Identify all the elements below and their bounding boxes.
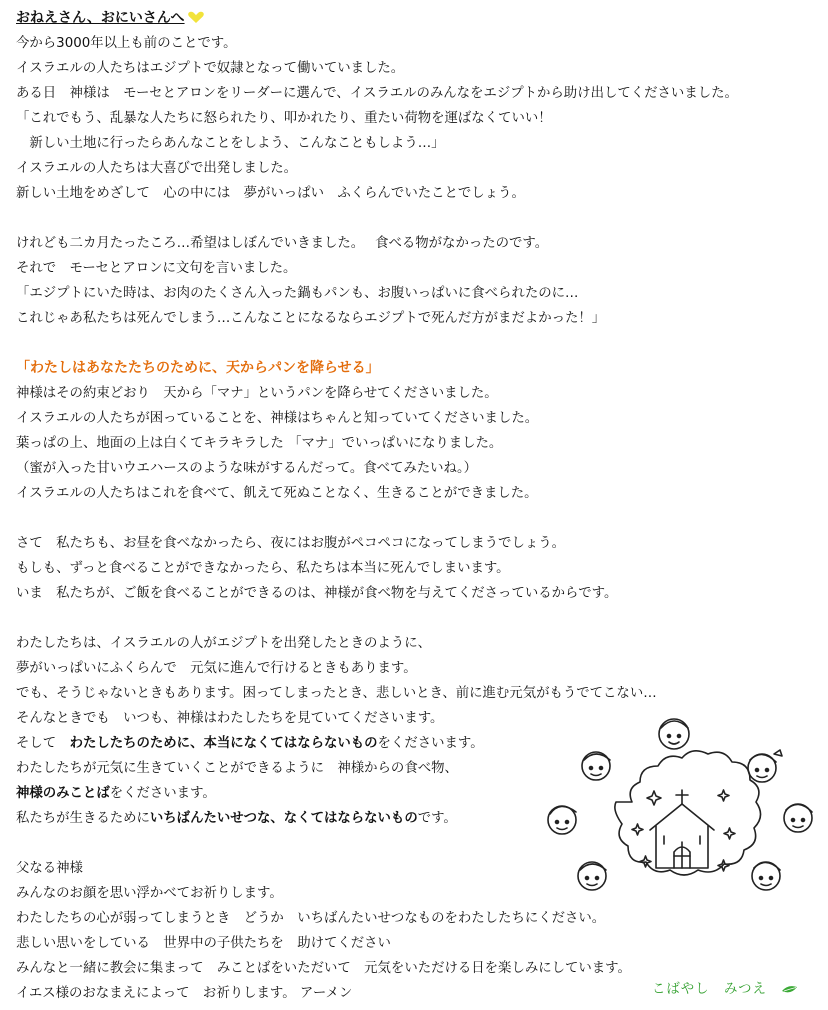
text-line: それで モーセとアロンに文句を言いました。 <box>16 261 297 276</box>
text-line: イスラエルの人たちが困っていることを、神様はちゃんと知っていてくださいました。 <box>16 411 539 426</box>
text-segment: をくださいます。 <box>109 786 216 801</box>
text-line: さて 私たちも、お昼を食べなかったら、夜にはお腹がペコペコになってしまうでしょう。 <box>16 536 566 551</box>
text-segment: をくださいます。 <box>377 736 484 751</box>
section-heading: 「わたしはあなたたちのために、天からパンを降らせる」 <box>16 360 380 376</box>
emphasis-text: わたしたちのために、本当になくてはならないもの <box>69 736 378 751</box>
heart-icon <box>187 8 205 33</box>
text-line: （蜜が入った甘いウエハースのような味がするんだって。食べてみたいね。） <box>16 461 478 476</box>
leaf-icon <box>781 984 799 999</box>
emphasis-text: いちばんたいせつな、なくてはならないもの <box>149 811 418 826</box>
prayer-line: わたしたちの心が弱ってしまうとき どうか いちばんたいせつなものをわたしたちにください。 <box>16 911 606 926</box>
prayer-line: みんなのお顔を思い浮かべてお祈りします。 <box>16 886 283 901</box>
text-line: 「これでもう、乱暴な人たちに怒られたり、叩かれたり、重たい荷物を運ばなくていい！ <box>16 111 552 126</box>
text-segment: そして <box>16 736 70 751</box>
text-line: でも、そうじゃないときもあります。困ってしまったとき、悲しいとき、前に進む元気がもうでてこない… <box>16 686 657 701</box>
emphasis-text: 神様のみことば <box>16 786 110 801</box>
church-children-illustration <box>540 710 825 900</box>
paragraph-gap <box>16 331 816 356</box>
signature-line <box>652 978 799 999</box>
text-line: ある日 神様は モーセとアロンをリーダーに選んで、イスラエルのみんなをエジプトから助け出してくださいました。 <box>16 86 738 101</box>
text-segment: 私たちが生きるために <box>16 811 150 826</box>
text-line: もしも、ずっと食べることができなかったら、私たちは本当に死んでしまいます。 <box>16 561 510 576</box>
text-line: イスラエルの人たちはこれを食べて、飢えて死ぬことなく、生きることができました。 <box>16 486 538 501</box>
prayer-line: 父なる神様 <box>16 861 83 876</box>
paragraph-gap <box>16 506 816 531</box>
signature: こばやし みつえ <box>652 982 767 997</box>
text-segment: です。 <box>417 811 457 826</box>
text-line: 神様はその約束どおり 天から「マナ」というパンを降らせてくださいました。 <box>16 386 498 401</box>
text-line: 夢がいっぱいにふくらんで 元気に進んで行けるときもあります。 <box>16 661 417 676</box>
text-line: わたしたちが元気に生きていくことができるように 神様からの食べ物、 <box>16 761 458 776</box>
text-line: これじゃあ私たちは死んでしまう…こんなことになるならエジプトで死んだ方がまだよかった！」 <box>16 311 606 326</box>
text-line: わたしたちは、イスラエルの人がエジプトを出発したときのように、 <box>16 636 431 651</box>
letter-title: おねえさん、おにいさんへ <box>16 10 185 26</box>
paragraph-gap <box>16 606 816 631</box>
text-line: 今から3000年以上も前のことです。 <box>16 36 237 51</box>
text-line: イスラエルの人たちは大喜びで出発しました。 <box>16 161 298 176</box>
paragraph-gap <box>16 206 816 231</box>
text-line: イスラエルの人たちはエジプトで奴隷となって働いていました。 <box>16 61 405 76</box>
text-line: 新しい土地をめざして 心の中には 夢がいっぱい ふくらんでいたことでしょう。 <box>16 186 525 201</box>
letter-title-line <box>16 6 816 31</box>
prayer-line: 悲しい思いをしている 世界中の子供たちを 助けてください <box>16 936 391 951</box>
text-line: いま 私たちが、ご飯を食べることができるのは、神様が食べ物を与えてくださっているからです。 <box>16 586 618 601</box>
prayer-line: みんなと一緒に教会に集まって みことばをいただいて 元気をいただける日を楽しみにしています。 <box>16 961 631 976</box>
prayer-line: イエス様のおなまえによって お祈りします。 アーメン <box>16 986 353 1001</box>
text-line: けれども二カ月たったころ…希望はしぼんでいきました。 食べる物がなかったのです。 <box>16 236 549 251</box>
text-line: 「エジプトにいた時は、お肉のたくさん入った鍋もパンも、お腹いっぱいに食べられたのに… <box>16 286 579 301</box>
text-line: 葉っぱの上、地面の上は白くてキラキラした 「マナ」でいっぱいになりました。 <box>16 436 503 451</box>
text-line: 新しい土地に行ったらあんなことをしよう、こんなこともしよう…」 <box>16 136 445 151</box>
text-line: そんなときでも いつも、神様はわたしたちを見ていてくださいます。 <box>16 711 444 726</box>
